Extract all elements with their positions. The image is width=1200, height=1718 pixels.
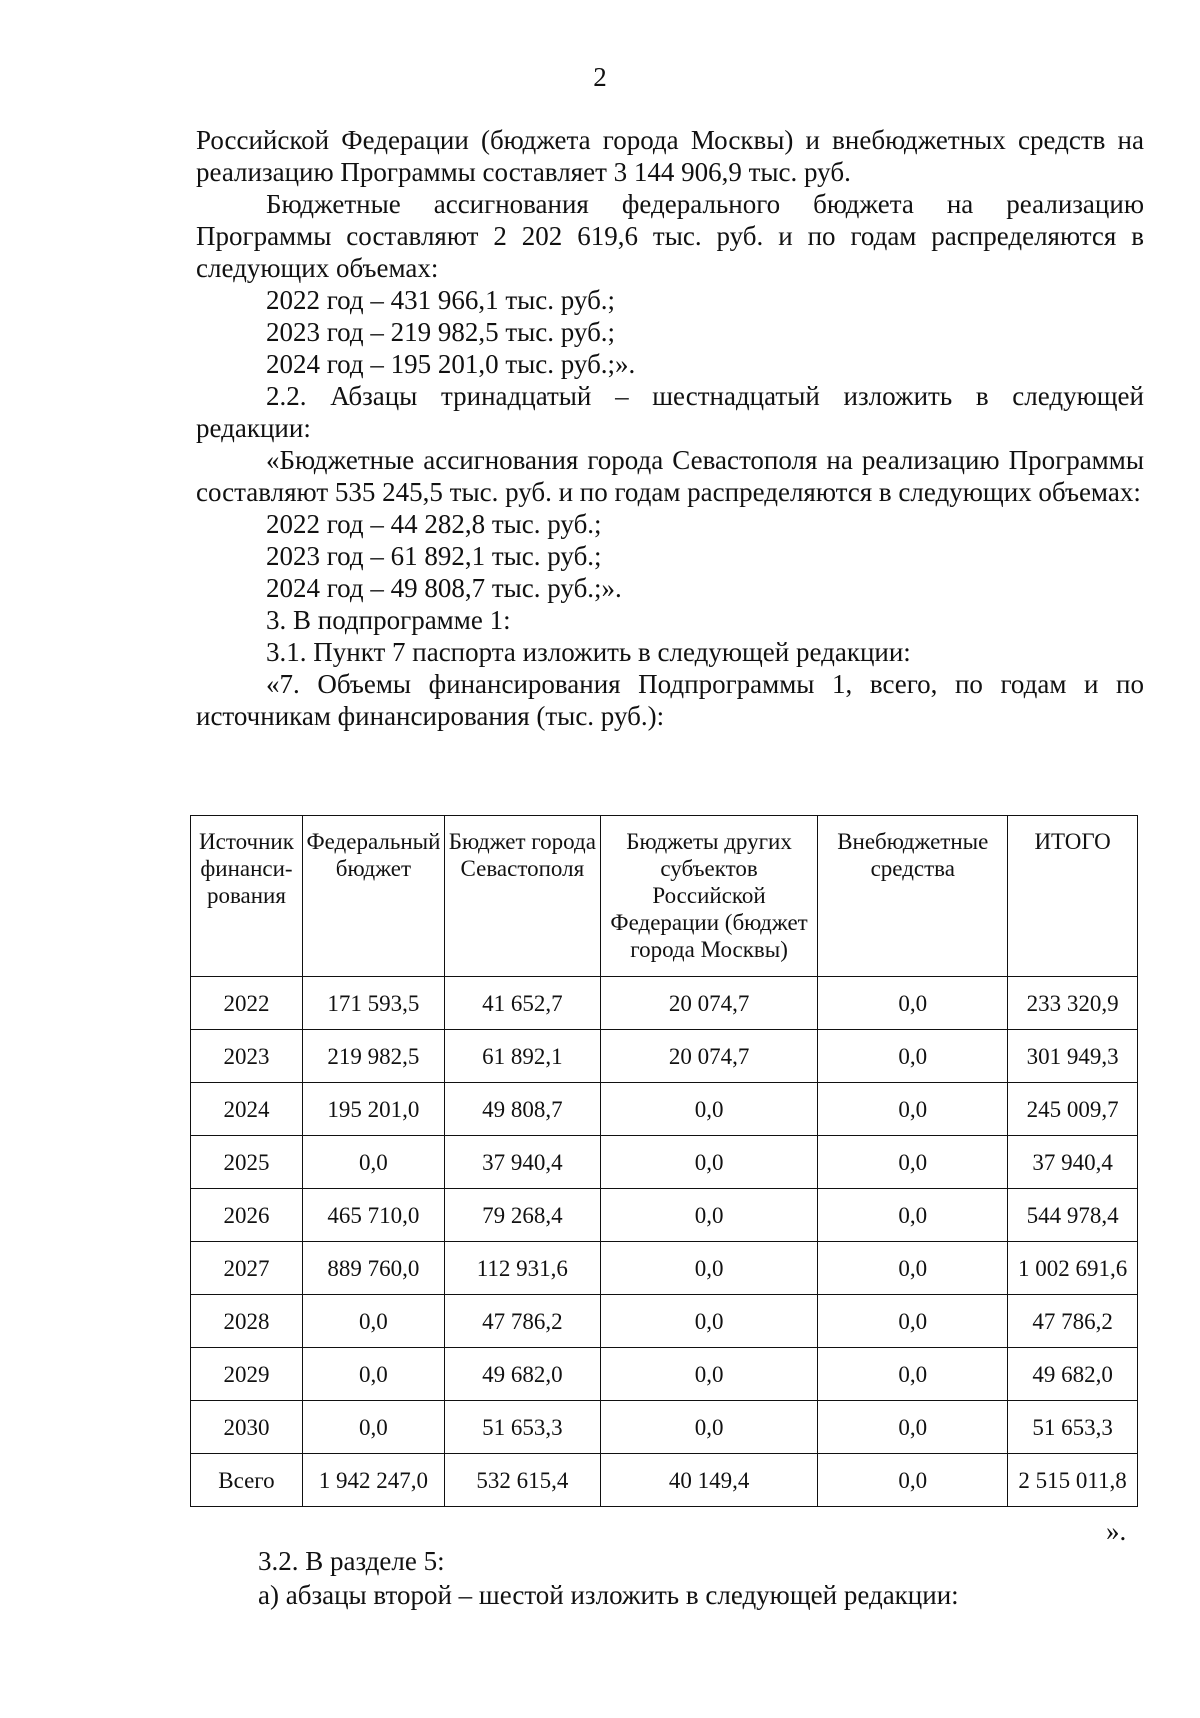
cell-other-subjects: 20 074,7: [600, 1030, 818, 1083]
cell-year: 2029: [191, 1348, 303, 1401]
cell-extrabudgetary: 0,0: [818, 1189, 1008, 1242]
document-body: [196, 124, 1144, 732]
cell-other-subjects: 20 074,7: [600, 977, 818, 1030]
cell-other-subjects: 0,0: [600, 1083, 818, 1136]
cell-total: 37 940,4: [1008, 1136, 1138, 1189]
paragraph-3: 3. В подпрограмме 1:: [266, 605, 511, 635]
cell-sevastopol: 47 786,2: [444, 1295, 600, 1348]
table-row: [191, 1401, 1138, 1454]
cell-extrabudgetary: 0,0: [818, 1242, 1008, 1295]
cell-sevastopol: 49 682,0: [444, 1348, 600, 1401]
cell-year: 2027: [191, 1242, 303, 1295]
cell-federal: 195 201,0: [302, 1083, 444, 1136]
header-source: Источник финанси-рования: [191, 816, 303, 977]
paragraph-2-2: 2.2. Абзацы тринадцатый – шестнадцатый изложить в следующей редакции:: [196, 381, 1144, 443]
closing-quote: ».: [1106, 1516, 1127, 1546]
cell-other-subjects: 0,0: [600, 1136, 818, 1189]
cell-total: 233 320,9: [1008, 977, 1138, 1030]
cell-year: 2025: [191, 1136, 303, 1189]
paragraph-sevastopol-budget: «Бюджетные ассигнования города Севастополя на реализацию Программы составляют 535 245,5 тыс. руб. и по годам распределяются в следующих объемах:: [196, 445, 1144, 507]
cell-federal: 219 982,5: [302, 1030, 444, 1083]
cell-sevastopol: 61 892,1: [444, 1030, 600, 1083]
table-row: [191, 1189, 1138, 1242]
cell-sevastopol: 49 808,7: [444, 1083, 600, 1136]
cell-year: 2026: [191, 1189, 303, 1242]
cell-other-subjects: 40 149,4: [600, 1454, 818, 1507]
table-row: [191, 1348, 1138, 1401]
cell-extrabudgetary: 0,0: [818, 1401, 1008, 1454]
paragraph-3-2: 3.2. В разделе 5:: [258, 1546, 445, 1576]
cell-total: 245 009,7: [1008, 1083, 1138, 1136]
cell-other-subjects: 0,0: [600, 1348, 818, 1401]
cell-other-subjects: 0,0: [600, 1242, 818, 1295]
cell-total: 2 515 011,8: [1008, 1454, 1138, 1507]
cell-extrabudgetary: 0,0: [818, 977, 1008, 1030]
cell-total: 49 682,0: [1008, 1348, 1138, 1401]
cell-other-subjects: 0,0: [600, 1189, 818, 1242]
table-row: [191, 1295, 1138, 1348]
paragraph-federal-budget: Бюджетные ассигнования федерального бюджета на реализацию Программы составляют 2 202 619,6 тыс. руб. и по годам распределяются в следующих объемах:: [196, 189, 1144, 283]
cell-sevastopol: 37 940,4: [444, 1136, 600, 1189]
cell-federal: 889 760,0: [302, 1242, 444, 1295]
cell-year: 2030: [191, 1401, 303, 1454]
cell-total: 51 653,3: [1008, 1401, 1138, 1454]
table-row: [191, 1083, 1138, 1136]
cell-federal: 0,0: [302, 1348, 444, 1401]
cell-total: 1 002 691,6: [1008, 1242, 1138, 1295]
cell-extrabudgetary: 0,0: [818, 1348, 1008, 1401]
cell-year: 2022: [191, 977, 303, 1030]
table-row: [191, 1242, 1138, 1295]
cell-federal: 0,0: [302, 1401, 444, 1454]
table-row: [191, 1136, 1138, 1189]
cell-other-subjects: 0,0: [600, 1295, 818, 1348]
cell-federal: 465 710,0: [302, 1189, 444, 1242]
paragraph-3-1: 3.1. Пункт 7 паспорта изложить в следующей редакции:: [266, 637, 911, 667]
sevastopol-2023-line: 2023 год – 61 892,1 тыс. руб.;: [266, 541, 602, 571]
cell-federal: 0,0: [302, 1295, 444, 1348]
cell-sevastopol: 41 652,7: [444, 977, 600, 1030]
page-number: 2: [593, 62, 607, 92]
federal-2024-line: 2024 год – 195 201,0 тыс. руб.;».: [266, 349, 636, 379]
sevastopol-2024-line: 2024 год – 49 808,7 тыс. руб.;».: [266, 573, 622, 603]
after-table-text: [196, 1544, 959, 1612]
table-row: [191, 1030, 1138, 1083]
cell-year: Всего: [191, 1454, 303, 1507]
paragraph-continuation: Российской Федерации (бюджета города Москвы) и внебюджетных средств на реализацию Программы составляет 3 144 906,9 тыс. руб.: [196, 125, 1144, 187]
paragraph-a: а) абзацы второй – шестой изложить в следующей редакции:: [258, 1580, 959, 1610]
cell-federal: 0,0: [302, 1136, 444, 1189]
header-other-subjects: Бюджеты других субъектов Российской Федерации (бюджет города Москвы): [600, 816, 818, 977]
federal-2022-line: 2022 год – 431 966,1 тыс. руб.;: [266, 285, 616, 315]
cell-other-subjects: 0,0: [600, 1401, 818, 1454]
federal-2023-line: 2023 год – 219 982,5 тыс. руб.;: [266, 317, 616, 347]
table-row-total: [191, 1454, 1138, 1507]
cell-sevastopol: 112 931,6: [444, 1242, 600, 1295]
cell-sevastopol: 79 268,4: [444, 1189, 600, 1242]
cell-sevastopol: 532 615,4: [444, 1454, 600, 1507]
cell-extrabudgetary: 0,0: [818, 1030, 1008, 1083]
cell-federal: 1 942 247,0: [302, 1454, 444, 1507]
cell-federal: 171 593,5: [302, 977, 444, 1030]
cell-sevastopol: 51 653,3: [444, 1401, 600, 1454]
cell-year: 2023: [191, 1030, 303, 1083]
cell-year: 2028: [191, 1295, 303, 1348]
header-extrabudgetary: Внебюджетные средства: [818, 816, 1008, 977]
sevastopol-2022-line: 2022 год – 44 282,8 тыс. руб.;: [266, 509, 602, 539]
cell-total: 544 978,4: [1008, 1189, 1138, 1242]
funding-table: [190, 815, 1138, 1507]
header-sevastopol: Бюджет города Севастополя: [444, 816, 600, 977]
cell-extrabudgetary: 0,0: [818, 1295, 1008, 1348]
header-total: ИТОГО: [1008, 816, 1138, 977]
cell-total: 47 786,2: [1008, 1295, 1138, 1348]
cell-extrabudgetary: 0,0: [818, 1454, 1008, 1507]
cell-extrabudgetary: 0,0: [818, 1136, 1008, 1189]
cell-total: 301 949,3: [1008, 1030, 1138, 1083]
header-federal: Федеральный бюджет: [302, 816, 444, 977]
table-row: [191, 977, 1138, 1030]
cell-extrabudgetary: 0,0: [818, 1083, 1008, 1136]
cell-year: 2024: [191, 1083, 303, 1136]
paragraph-7-funding: «7. Объемы финансирования Подпрограммы 1, всего, по годам и по источникам финансирования (тыс. руб.):: [196, 669, 1144, 731]
table-header-row: [191, 816, 1138, 977]
